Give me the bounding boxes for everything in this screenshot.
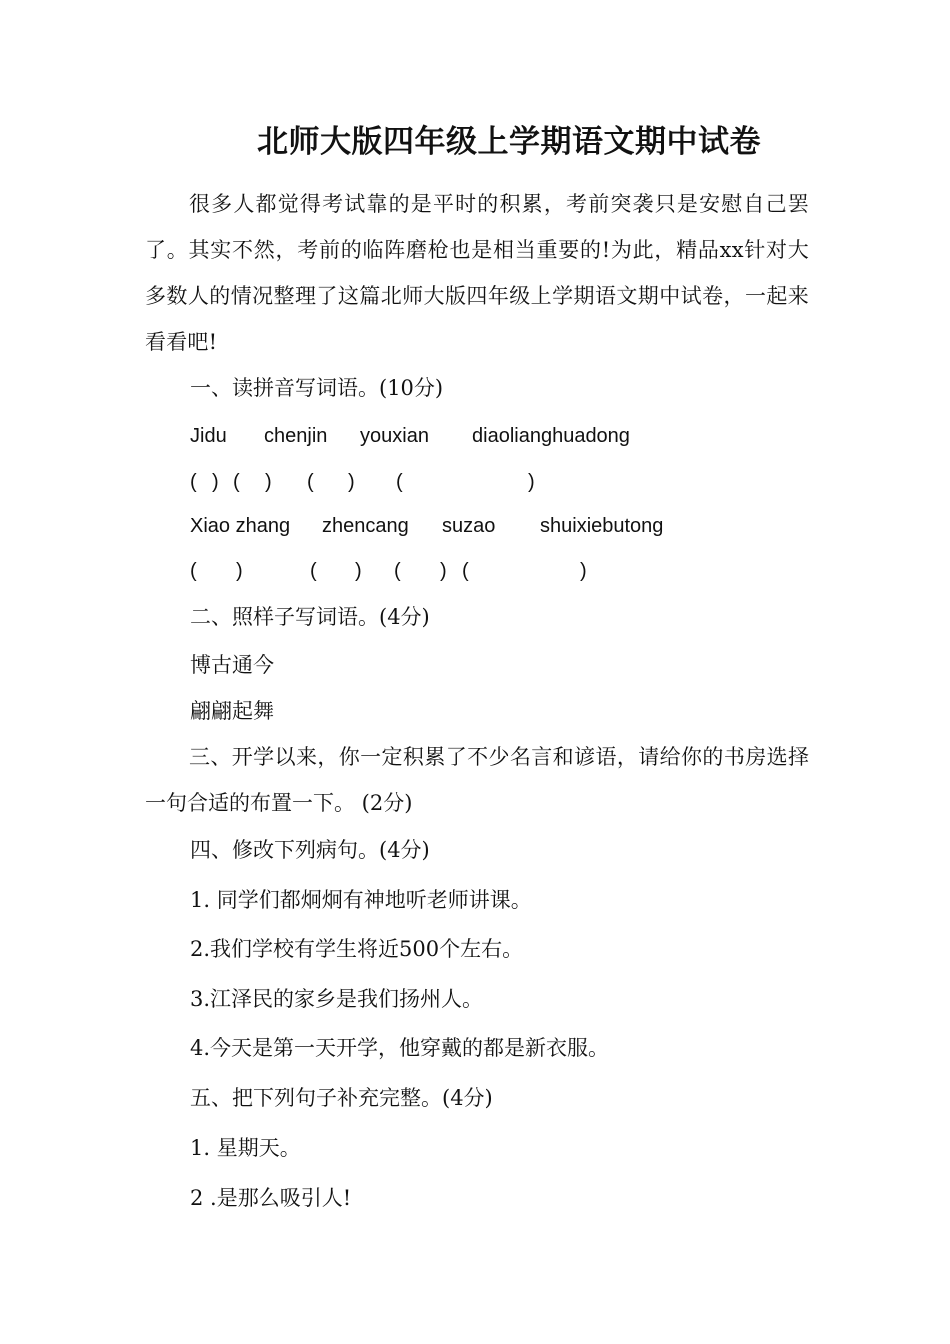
answer-blank-open[interactable]: ( — [396, 471, 403, 493]
intro-paragraph: 很多人都觉得考试靠的是平时的积累，考前突袭只是安慰自己罢了。其实不然，考前的临阵磨枪也是相当重要的!为此，精品xx针对大多数人的情况整理了这篇北师大版四年级上学期语文期中试卷，一起来看看吧! — [145, 192, 809, 354]
page-title: 北师大版四年级上学期语文期中试卷 — [257, 124, 761, 160]
section2-heading: 二、照样子写词语。(4分) — [190, 605, 430, 629]
answer-blank-open[interactable]: ( — [307, 471, 314, 493]
pinyin-xiao-zhang: Xiao zhang — [190, 515, 291, 537]
sentence-item: 3.江泽民的家乡是我们扬州人。 — [190, 987, 484, 1011]
answer-blank-open[interactable]: ( — [394, 560, 401, 582]
pinyin-diaolianghuadong: diaolianghuadong — [472, 425, 630, 447]
sentence-item: 1. 星期天。 — [190, 1136, 301, 1160]
example-word: 博古通今 — [190, 653, 274, 677]
answer-blank-open[interactable]: ( — [190, 471, 197, 493]
pinyin-suzao: suzao — [442, 515, 496, 537]
answer-blank-open[interactable]: ( — [190, 560, 197, 582]
pinyin-shuixiebutong: shuixiebutong — [540, 515, 664, 537]
example-word: 翩翩起舞 — [190, 699, 274, 723]
section5-heading: 五、把下列句子补充完整。(4分) — [190, 1086, 493, 1110]
section3-heading: 三、开学以来，你一定积累了不少名言和谚语，请给你的书房选择一句合适的布置一下。 (2分) — [145, 745, 809, 815]
sentence-item: 1. 同学们都炯炯有神地听老师讲课。 — [190, 888, 532, 912]
section1-heading: 一、读拼音写词语。(10分) — [190, 376, 444, 400]
answer-blank-close: ) — [236, 560, 243, 582]
answer-blank-open[interactable]: ( — [233, 471, 240, 493]
sentence-item: 2.我们学校有学生将近500个左右。 — [190, 937, 524, 961]
answer-blank-close: ) — [212, 471, 219, 493]
answer-blank-close: ) — [355, 560, 362, 582]
pinyin-chenjin: chenjin — [264, 425, 328, 447]
answer-blank-close: ) — [528, 471, 535, 493]
section4-heading: 四、修改下列病句。(4分) — [190, 838, 430, 862]
answer-blank-close: ) — [440, 560, 447, 582]
sentence-item: 2 .是那么吸引人! — [190, 1186, 352, 1210]
answer-blank-close: ) — [265, 471, 272, 493]
answer-blank-open[interactable]: ( — [310, 560, 317, 582]
answer-blank-close: ) — [348, 471, 355, 493]
answer-blank-close: ) — [580, 560, 587, 582]
pinyin-zhencang: zhencang — [322, 515, 409, 537]
answer-blank-open[interactable]: ( — [462, 560, 469, 582]
pinyin-jidu: Jidu — [190, 425, 227, 447]
pinyin-youxian: youxian — [360, 425, 429, 447]
sentence-item: 4.今天是第一天开学，他穿戴的都是新衣服。 — [190, 1036, 610, 1060]
